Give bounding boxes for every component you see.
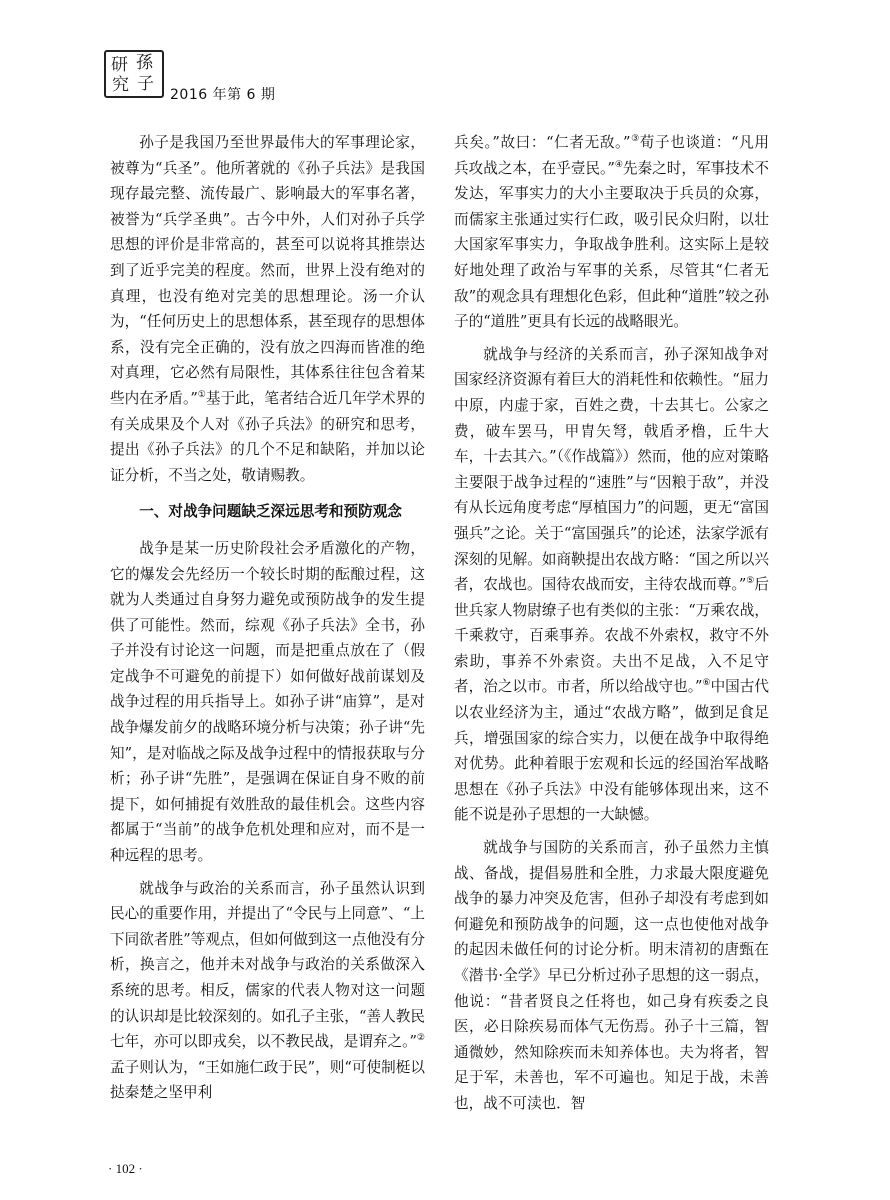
paragraph: 战争是某一历史阶段社会矛盾激化的产物，它的爆发会先经历一个较长时期的酝酿过程，这就为人类通过自身努力避免或预防战争的发生提供了可能性。然而，综观《孙子兵法》全书，孙子并没有讨论这一问题，而是把重点放在了（假定战争不可避免的前提下）如何做好战前谋划及战争过程的用兵指导上。如孙子讲“庙算”，是对战争爆发前夕的战略环境分析与决策；孙子讲“先知”，是对临战之际及战争过程中的情报获取与分析；孙子讲“先胜”，是强调在保证自身不败的前提下，如何捕捉有效胜敌的最佳机会。这些内容都属于“当前”的战争危机处理和应对，而不是一种远程的思考。 [110,539,425,865]
paragraph: 兵矣。”故曰：“仁者无敌。”③荀子也谈道：“凡用兵攻战之本，在乎壹民。”④先秦之时，军事技术不发达，军事实力的大小主要取决于兵员的众寡，而儒家主张通过实行仁政，吸引民众归附，以壮大国家军事实力，争取战争胜利。这实际上是较好地处理了政治与军事的关系，尽管其“仁者无敌”的观念具有理想化色彩，但此种“道胜”较之孙子的“道胜”更具有长远的战略眼光。 [454,134,769,331]
logo-char: 研 [111,55,128,75]
paragraph: 就战争与国防的关系而言，孙子虽然力主慎战、备战，提倡易胜和全胜，力求最大限度避免战争的暴力冲突及危害，但孙子却没有考虑到如何避免和预防战争的问题，这一点也使他对战争的起因未做任何的讨论分析。明末清初的唐甄在《潜书·全学》早已分析过孙子思想的这一弱点，他说：“昔者贤良之任将也，如己身有疾委之良医，必日除疾易而体气无伤焉。孙子十三篇，智通微妙，然知除疾而未知养体也。夫为将者，智足于军，未善也，军不可遍也。知足于战，未善也，战不可渎也．智 [454,839,769,1112]
logo-char: 究 [112,75,129,95]
footnote-ref: ④ [614,159,623,170]
right-column [454,130,769,1117]
journal-logo [104,50,164,98]
paragraph-intro: 孙子是我国乃至世界最伟大的军事理论家，被尊为“兵圣”。他所著就的《孙子兵法》是我国现存最完整、流传最广、影响最大的军事名著，被誉为“兵学圣典”。古今中外，人们对孙子兵学思想的评价是非常高的，甚至可以说将其推崇达到了近乎完美的程度。然而，世界上没有绝对的真理，也没有绝对完美的思想理论。汤一介认为，“任何历史上的思想体系，甚至现存的思想体系，没有完全正确的，没有放之四海而皆准的绝对真理，它必然有局限性，其体系往往包含着某些内在矛盾。”①基于此，笔者结合近几年学术界的有关成果及个人对《孙子兵法》的研究和思考，提出《孙子兵法》的几个不足和缺陷，并加以论证分析，不当之处，敬请赐教。 [110,134,425,484]
footnote-ref: ① [197,389,206,400]
logo-char: 孫 [136,53,153,73]
footnote-ref: ⑤ [746,576,755,587]
footnote-ref: ② [416,1033,425,1044]
footnote-ref: ③ [630,134,640,144]
page-number: · 102 · [108,1161,143,1176]
section-heading: 一、对战争问题缺乏深远思考和预防观念 [139,503,402,521]
left-column [110,130,425,1106]
issue-label: 2016 年第 6 期 [170,87,276,103]
paragraph: 就战争与经济的关系而言，孙子深知战争对国家经济资源有着巨大的消耗性和依赖性。“屈力中原，内虚于家，百姓之费，十去其七。公家之费，破车罢马，甲胄矢弩，戟盾矛橹，丘牛大车，十去其六。”（《作战篇》）然而，他的应对策略主要限于战争过程的“速胜”与“因粮于敌”，并没有从长远角度考虑“厚植国力”的问题，更无“富国强兵”之论。关于“富国强兵”的论述，法家学派有深刻的见解。如商鞅提出农战方略：“国之所以兴者，农战也。国待农战而安，主待农战而尊。”⑤后世兵家人物尉缭子也有类似的主张：“万乘农战，千乘救守，百乘事养。农战不外索权，救守不外索助，事养不外索资。夫出不足战，入不足守者，治之以市。市者，所以给战守也。”⑥中国古代以农业经济为主，通过“农战方略”，做到足食足兵，增强国家的综合实力，以便在战争中取得绝对优势。此种着眼于宏观和长远的经国治军战略思想在《孙子兵法》中没有能够体现出来，这不能不说是孙子思想的一大缺憾。 [454,345,769,824]
footnote-ref: ⑥ [702,678,711,689]
paragraph: 就战争与政治的关系而言，孙子虽然认识到民心的重要作用，并提出了“令民与上同意”、“上下同欲者胜”等观点，但如何做到这一点他没有分析，换言之，他并未对战争与政治的关系做深入系统的思考。相反，儒家的代表人物对这一问题的认识却是比较深刻的。如孔子主张，“善人教民七年，亦可以即戎矣，以不教民战，是谓弃之。”②孟子则认为，“王如施仁政于民”，则“可使制梃以挞秦楚之坚甲利 [110,879,425,1102]
logo-char: 子 [137,74,154,94]
